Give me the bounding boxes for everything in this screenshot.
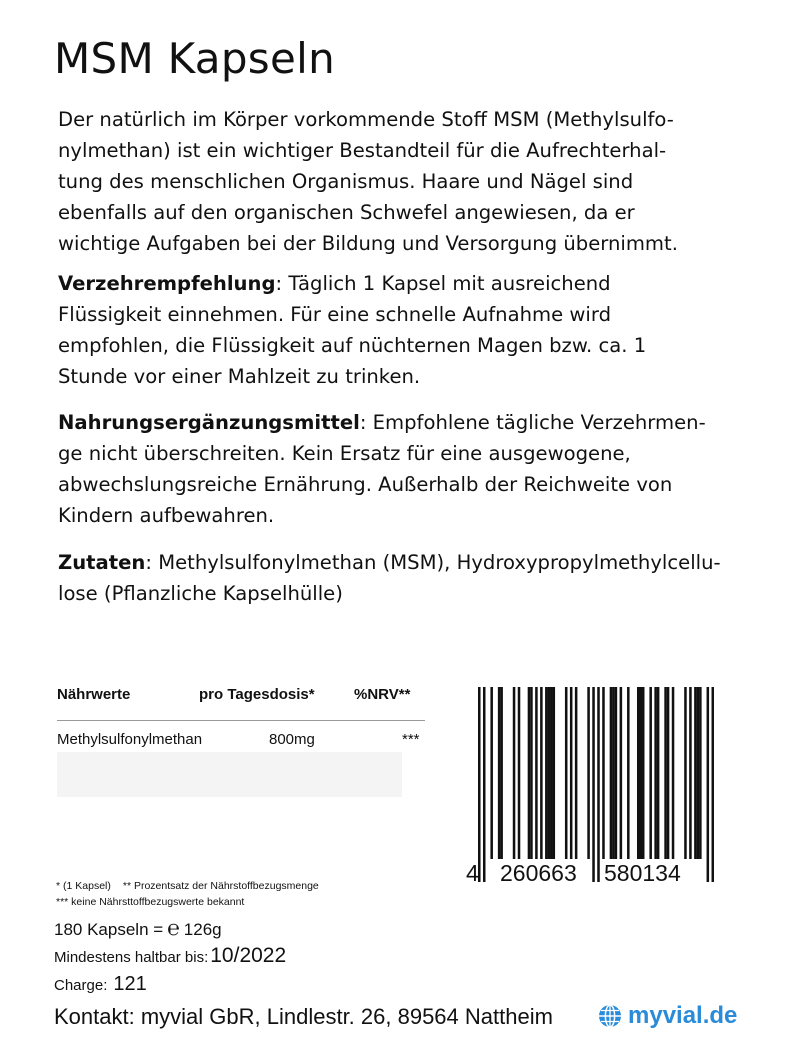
intro-line: nylmethan) ist ein wichtiger Bestandteil für die Aufrechterhal- — [58, 139, 667, 162]
batch — [54, 973, 147, 996]
barcode-bar — [575, 687, 578, 859]
batch-number: 121 — [113, 973, 147, 995]
barcode-bar — [649, 687, 652, 859]
barcode-bar — [597, 687, 600, 882]
barcode-bar — [570, 687, 573, 859]
barcode-bar — [548, 687, 551, 859]
best-before — [54, 944, 286, 968]
supplement-line — [58, 407, 738, 438]
barcode-bar — [615, 687, 618, 859]
barcode-bar — [545, 687, 548, 859]
nutrition-header: Nährwerte — [57, 686, 131, 703]
barcode-bar — [667, 687, 670, 859]
barcode-bar — [694, 687, 697, 859]
barcode-bar — [540, 687, 543, 859]
barcode-bar — [712, 687, 714, 882]
dosage-line: Stunde vor einer Mahlzeit zu trinken. — [58, 365, 421, 388]
barcode-bar — [535, 687, 538, 859]
barcode-bar — [699, 687, 702, 859]
barcode-bar — [587, 687, 590, 859]
nutrition-cell: 800mg — [269, 731, 315, 748]
barcode-bar — [620, 687, 623, 859]
nutrition-header: %NRV** — [354, 686, 411, 703]
barcode-digit-group: 580134 — [604, 860, 681, 886]
barcode-bar — [627, 687, 630, 859]
barcode-bar — [528, 687, 531, 859]
supplement-paragraph — [58, 407, 738, 531]
product-title: MSM Kapseln — [54, 34, 335, 83]
barcode-bar — [610, 687, 613, 859]
intro-line: Der natürlich im Körper vorkommende Stoff MSM (Methylsulfo- — [58, 108, 674, 131]
ingredients-text: : Methylsulfonylmethan (MSM), Hydroxypropylmethylcellu- — [145, 551, 721, 574]
barcode — [478, 687, 714, 882]
estimated-sign: ℮ — [167, 917, 180, 940]
best-before-label: Mindestens haltbar bis: — [54, 949, 209, 966]
barcode-bar — [483, 687, 486, 882]
supplement-text: : Empfohlene tägliche Verzehrmen- — [359, 411, 706, 434]
contact-info: Kontakt: myvial GbR, Lindlestr. 26, 89564 Nattheim — [54, 1004, 553, 1029]
footnote: *** keine Nährsttoffbezugswerte bekannt — [56, 896, 245, 908]
ingredients-line — [58, 547, 738, 578]
barcode-bar — [592, 687, 595, 882]
dosage-paragraph — [58, 268, 738, 392]
barcode-bar — [684, 687, 687, 859]
barcode-bar — [664, 687, 667, 859]
barcode-bar — [642, 687, 645, 859]
nutrition-header: pro Tagesdosis* — [199, 686, 315, 703]
barcode-bar — [518, 687, 521, 859]
barcode-bar — [500, 687, 503, 859]
ingredients-line: lose (Pflanzliche Kapselhülle) — [58, 582, 343, 605]
intro-line: wichtige Aufgaben bei der Bildung und Versorgung übernimmt. — [58, 232, 678, 255]
footnote: * (1 Kapsel) — [56, 880, 111, 892]
barcode-bar — [689, 687, 692, 859]
barcode-bar — [530, 687, 533, 859]
nutrition-row — [57, 731, 427, 759]
barcode-bar — [657, 687, 660, 859]
nutrition-table — [57, 686, 427, 759]
dosage-text: : Täglich 1 Kapsel mit ausreichend — [275, 272, 611, 295]
best-before-date: 10/2022 — [210, 944, 287, 967]
package-weight — [54, 917, 222, 941]
barcode-bar — [697, 687, 700, 859]
dosage-line — [58, 268, 738, 299]
barcode-bar — [707, 687, 710, 882]
nutrition-divider — [57, 720, 425, 721]
barcode-digit-group: 260663 — [500, 860, 577, 886]
brand-label: myvial.de — [628, 1002, 738, 1029]
barcode-bar — [550, 687, 553, 859]
globe-icon — [598, 1004, 622, 1028]
dosage-line: Flüssigkeit einnehmen. Für eine schnelle Aufnahme wird — [58, 303, 612, 326]
barcode-digit-group: 4 — [466, 860, 479, 886]
supplement-line: ge nicht überschreiten. Kein Ersatz für eine ausgewogene, — [58, 442, 631, 465]
barcode-bar — [498, 687, 501, 859]
barcode-bar — [602, 687, 605, 859]
ingredients-label: Zutaten — [58, 551, 146, 574]
supplement-line: abwechslungsreiche Ernährung. Außerhalb der Reichweite von — [58, 473, 673, 496]
barcode-bar — [672, 687, 675, 859]
barcode-bar — [637, 687, 640, 859]
nutrition-header-row — [57, 686, 427, 716]
ingredients-paragraph — [58, 547, 738, 609]
barcode-bar — [513, 687, 516, 859]
batch-label: Charge: — [54, 977, 108, 994]
barcode-bar — [654, 687, 657, 859]
barcode-bar — [553, 687, 556, 859]
intro-line: tung des menschlichen Organismus. Haare und Nägel sind — [58, 170, 634, 193]
footnotes — [56, 878, 319, 910]
barcode-bar — [565, 687, 568, 859]
nutrition-cell: Methylsulfonylmethan — [57, 731, 203, 748]
supplement-line: Kindern aufbewahren. — [58, 504, 275, 527]
barcode-bar — [639, 687, 642, 859]
barcode-bar — [490, 687, 493, 859]
nutrition-cell: *** — [402, 731, 420, 748]
net-weight: 126g — [183, 920, 222, 939]
intro-line: ebenfalls auf den organischen Schwefel angewiesen, da er — [58, 201, 635, 224]
dosage-label: Verzehrempfehlung — [58, 272, 276, 295]
intro-paragraph — [58, 104, 738, 259]
capsule-count: 180 Kapseln = — [54, 920, 164, 939]
barcode-bar — [478, 687, 481, 882]
supplement-label: Nahrungsergänzungsmittel — [58, 411, 360, 434]
footnote: ** Prozentsatz der Nährstoffbezugsmenge — [122, 880, 319, 892]
dosage-line: empfohlen, die Flüssigkeit auf nüchternen Magen bzw. ca. 1 — [58, 334, 647, 357]
brand-link[interactable] — [598, 1002, 737, 1030]
barcode-bar — [612, 687, 615, 859]
